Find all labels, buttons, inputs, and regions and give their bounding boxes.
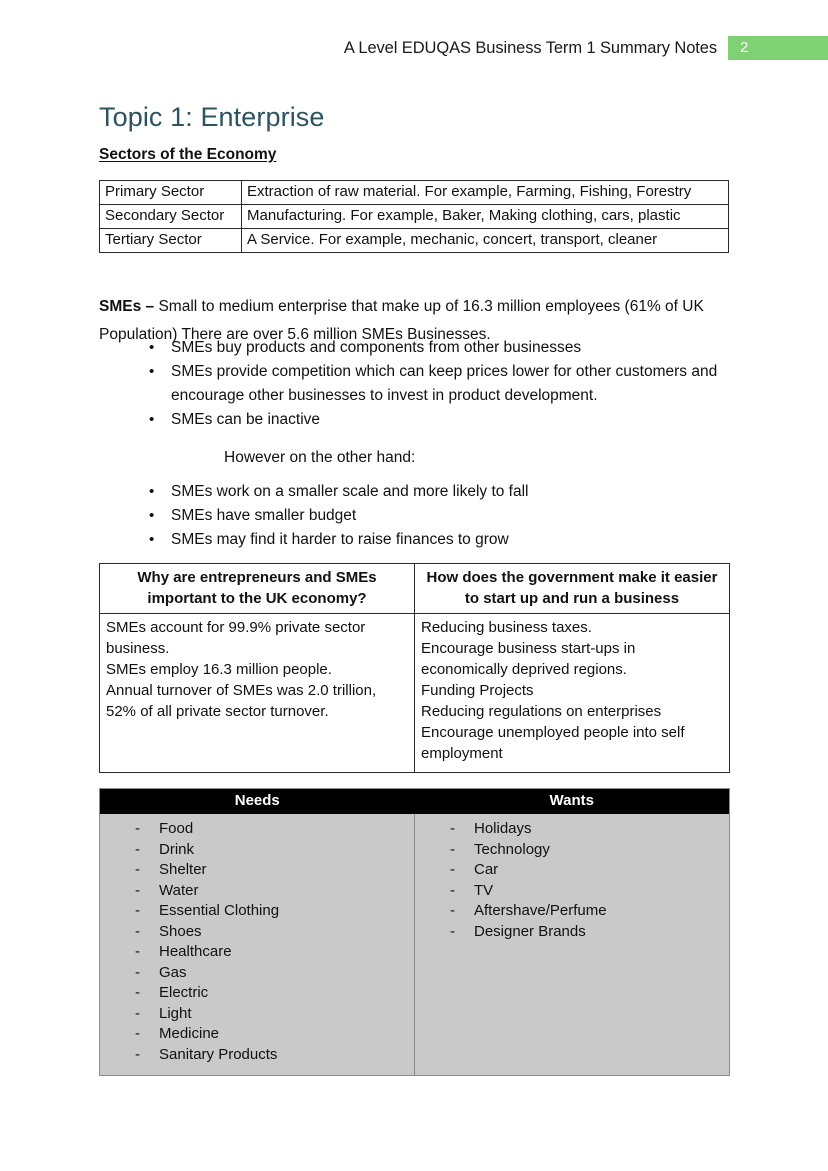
list-item: - Gas: [100, 963, 414, 984]
list-item: - Holidays: [415, 819, 729, 840]
needs-list: [100, 819, 414, 1065]
sector-description-cell: A Service. For example, mechanic, concert, transport, cleaner: [242, 229, 729, 253]
table-header-row: [100, 564, 730, 614]
list-item: • SMEs buy products and components from other businesses: [124, 336, 724, 360]
needs-cell: [100, 814, 415, 1076]
list-item: - Light: [100, 1004, 414, 1025]
list-item: • SMEs may find it harder to raise finances to grow: [124, 528, 724, 552]
sector-description-cell: Extraction of raw material. For example, Farming, Fishing, Forestry: [242, 181, 729, 205]
list-item: - Designer Brands: [415, 922, 729, 943]
cell-line: Reducing regulations on enterprises: [421, 703, 662, 720]
list-item: - Shelter: [100, 860, 414, 881]
government-support-cell: [415, 614, 730, 773]
cell-line: Funding Projects: [421, 682, 534, 699]
section-heading-sectors: Sectors of the Economy: [99, 146, 277, 163]
list-item: - Aftershave/Perfume: [415, 901, 729, 922]
sme-disadvantages-list: [124, 480, 724, 552]
cell-line: SMEs employ 16.3 million people.: [106, 661, 332, 678]
sme-paragraph-body: Small to medium enterprise that make up of 16.3 million employees (61% of UK Population) There are over 5.6 million SMEs Businesses.: [99, 297, 704, 343]
list-item: - Shoes: [100, 922, 414, 943]
list-item: - Water: [100, 881, 414, 902]
sectors-of-economy-table: [99, 180, 729, 253]
sector-name-cell: Primary Sector: [100, 181, 242, 205]
column-header-government-support: How does the government make it easier to start up and run a business: [415, 564, 730, 614]
list-item: - Food: [100, 819, 414, 840]
list-item: - TV: [415, 881, 729, 902]
header-document-title: A Level EDUQAS Business Term 1 Summary Notes: [343, 39, 717, 57]
page-number-badge: 2: [728, 36, 828, 60]
why-important-cell: [100, 614, 415, 773]
why-smes-important-table: [99, 563, 730, 773]
list-item: • SMEs work on a smaller scale and more likely to fall: [124, 480, 724, 504]
list-item: - Electric: [100, 983, 414, 1004]
list-item: - Medicine: [100, 1024, 414, 1045]
wants-cell: [415, 814, 730, 1076]
wants-list: [415, 819, 729, 942]
list-item: - Healthcare: [100, 942, 414, 963]
table-row: [100, 181, 729, 205]
sector-name-cell: Tertiary Sector: [100, 229, 242, 253]
cell-line: Encourage unemployed people into self employment: [421, 724, 685, 762]
list-item: • SMEs provide competition which can keep prices lower for other customers and encourage other businesses to invest in product development.: [124, 360, 724, 408]
cell-line: Annual turnover of SMEs was 2.0 trillion, 52% of all private sector turnover.: [106, 682, 377, 720]
sme-paragraph-lead: SMEs –: [99, 297, 159, 315]
list-item: - Sanitary Products: [100, 1045, 414, 1066]
table-row: [100, 229, 729, 253]
list-item: - Car: [415, 860, 729, 881]
header-inner: [344, 36, 828, 60]
sector-name-cell: Secondary Sector: [100, 205, 242, 229]
however-transition-text: However on the other hand:: [224, 449, 416, 466]
column-header-why-important: Why are entrepreneurs and SMEs important to the UK economy?: [100, 564, 415, 614]
needs-wants-table: [99, 788, 730, 1076]
cell-line: SMEs account for 99.9% private sector business.: [106, 619, 366, 657]
list-item: - Essential Clothing: [100, 901, 414, 922]
sme-advantages-list: [124, 336, 724, 432]
column-header-needs: Needs: [100, 789, 415, 815]
table-row: [100, 814, 730, 1076]
list-item: - Technology: [415, 840, 729, 861]
table-row: [100, 205, 729, 229]
column-header-wants: Wants: [415, 789, 730, 815]
cell-line: Encourage business start-ups in economically deprived regions.: [421, 640, 636, 678]
list-item: • SMEs have smaller budget: [124, 504, 724, 528]
list-item: • SMEs can be inactive: [124, 408, 724, 432]
page-header: [0, 0, 828, 70]
table-row: [100, 614, 730, 773]
page-title: Topic 1: Enterprise: [99, 102, 325, 132]
cell-line: Reducing business taxes.: [421, 619, 592, 636]
list-item: - Drink: [100, 840, 414, 861]
table-header-row: [100, 789, 730, 815]
sector-description-cell: Manufacturing. For example, Baker, Making clothing, cars, plastic: [242, 205, 729, 229]
